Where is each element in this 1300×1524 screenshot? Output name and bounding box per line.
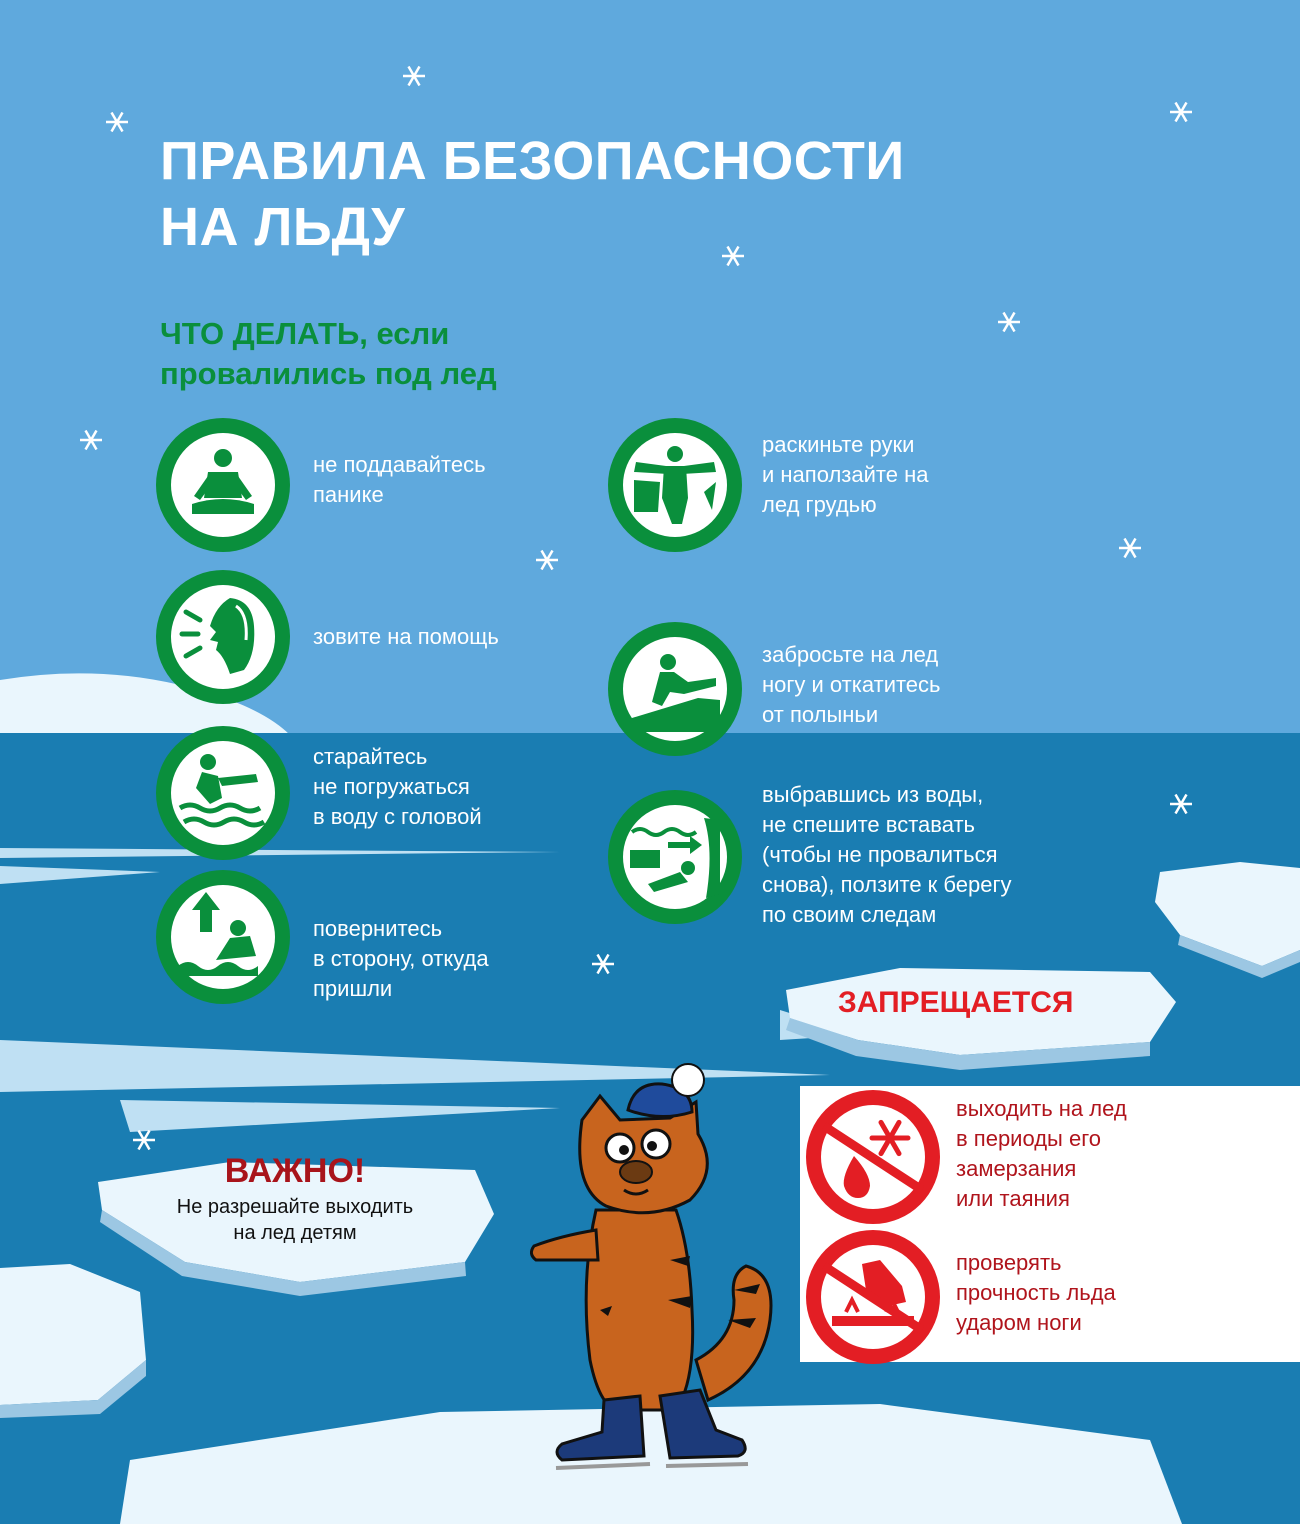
turn-back-arrow-icon (156, 870, 290, 1004)
crawl-to-shore-icon (608, 790, 742, 924)
important-text: Не разрешайте выходить на лед детям (176, 1196, 414, 1244)
forbidden-text-2: проверять прочность льда ударом ноги (956, 1250, 1116, 1335)
subtitle-line-2: провалились под лед (160, 356, 497, 391)
cat-mascot-illustration (520, 1060, 780, 1500)
step-text-4: повернитесь в сторону, откуда пришли (313, 916, 489, 1001)
step-text-3: старайтесь не погружаться в воду с головой (313, 744, 482, 829)
leg-on-ice-icon (608, 622, 742, 756)
step-text-7: выбравшись из воды, не спешите вставать (чтобы не провалиться снова), ползите к берегу по своим следам (762, 782, 1012, 927)
shouting-person-icon (156, 570, 290, 704)
important-heading: ВАЖНО! (224, 1152, 366, 1190)
forbidden-heading: ЗАПРЕЩАЕТСЯ (838, 986, 1074, 1019)
boot-kick-ice-icon (806, 1230, 940, 1364)
forbidden-text-1: выходить на лед в периоды его замерзания или таяния (956, 1096, 1127, 1211)
calm-person-icon (156, 418, 290, 552)
step-text-5: раскиньте руки и наползайте на лед грудью (762, 432, 929, 517)
page-title (160, 128, 905, 260)
arms-spread-icon (608, 418, 742, 552)
step-text-2: зовите на помощь (313, 624, 499, 649)
swimmer-head-up-icon (156, 726, 290, 860)
step-text-1: не поддавайтесь панике (313, 452, 486, 507)
subtitle-line-1: ЧТО ДЕЛАТЬ, если (160, 316, 450, 351)
title-line-1: ПРАВИЛА БЕЗОПАСНОСТИ (160, 131, 905, 191)
snowflake-drop-icon (806, 1090, 940, 1224)
section-subtitle (160, 314, 497, 394)
title-line-2: НА ЛЬДУ (160, 197, 406, 257)
step-text-6: забросьте на лед ногу и откатитесь от полыньи (762, 642, 941, 727)
